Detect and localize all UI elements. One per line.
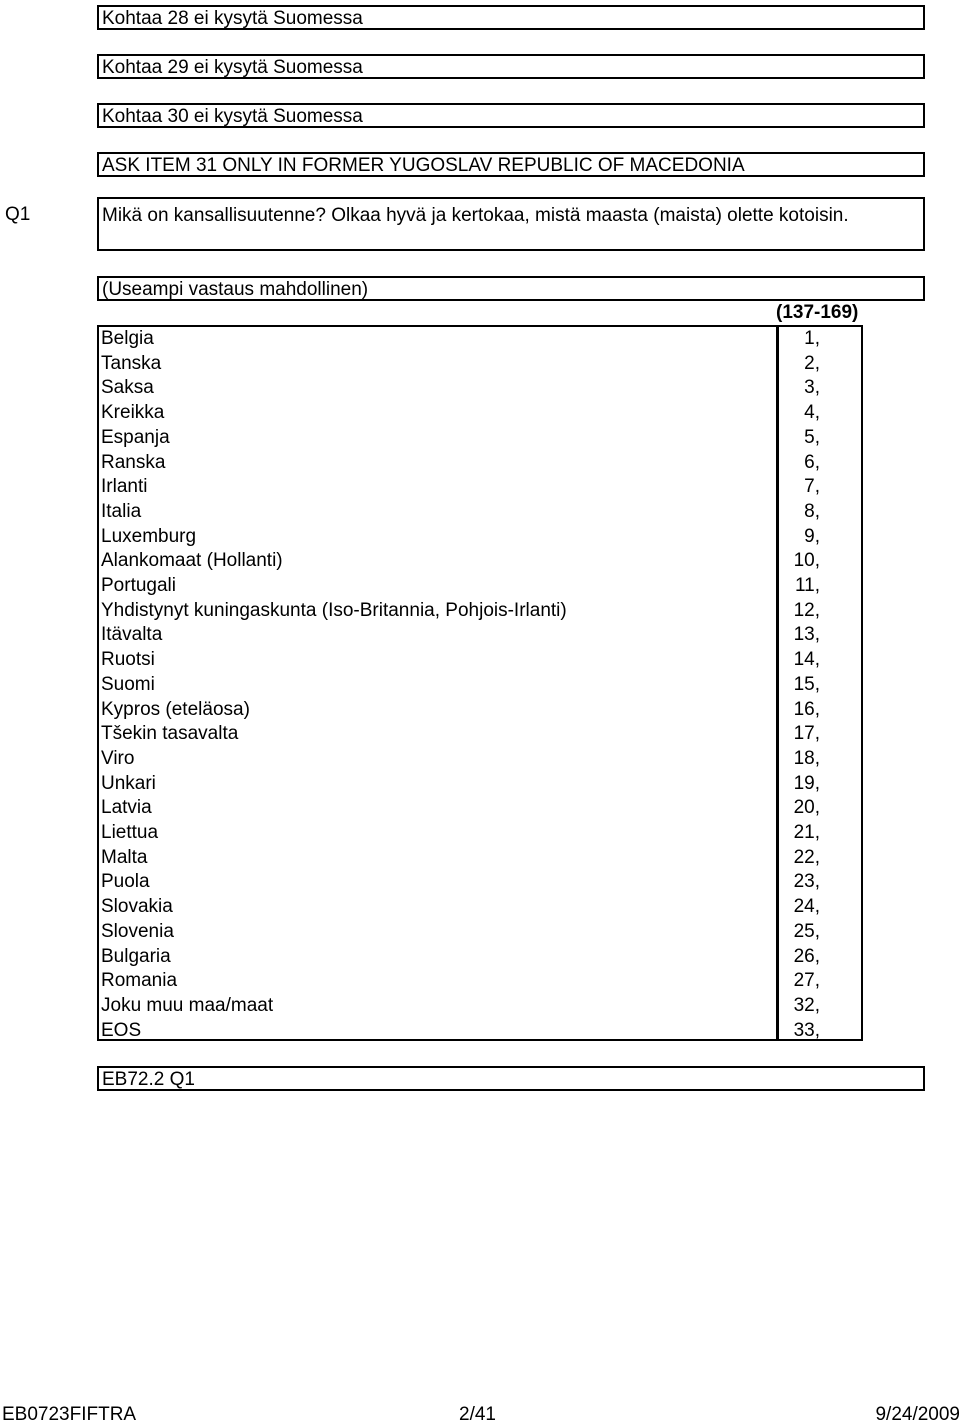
- skip-note-29: [97, 54, 925, 79]
- option-code: 20,: [793, 797, 820, 819]
- option-label: Itävalta: [101, 624, 163, 646]
- trend-reference: EB72.2 Q1: [102, 1069, 195, 1090]
- option-code: 23,: [793, 871, 820, 893]
- option-label: Viro: [101, 747, 135, 769]
- option-label: Espanja: [101, 426, 170, 448]
- option-code: 19,: [793, 772, 820, 794]
- option-label: Portugali: [101, 575, 176, 596]
- option-code: 15,: [793, 673, 820, 695]
- trend-reference-box: [97, 1066, 925, 1091]
- option-code: 27,: [793, 970, 820, 992]
- option-label: Luxemburg: [101, 525, 197, 547]
- option-code: 14,: [793, 649, 820, 671]
- filter-note-31: [97, 152, 925, 177]
- question-box: [97, 197, 925, 251]
- option-code: 9,: [804, 525, 820, 547]
- filter-note-text: ASK ITEM 31 ONLY IN FORMER YUGOSLAV REPUBLIC OF MACEDONIA: [102, 155, 745, 176]
- option-label: Bulgaria: [101, 945, 171, 967]
- instruction-text: (Useampi vastaus mahdollinen): [102, 279, 369, 300]
- option-code: 1,: [804, 328, 820, 349]
- option-code: 7,: [804, 476, 820, 498]
- option-label: Ranska: [101, 451, 166, 473]
- footer-page-number: 2/41: [459, 1404, 496, 1425]
- footer-date: 9/24/2009: [875, 1404, 960, 1425]
- skip-note-30: [97, 103, 925, 128]
- option-code: 2,: [804, 352, 820, 374]
- option-label: Puola: [101, 871, 150, 893]
- option-label: Slovakia: [101, 896, 173, 918]
- option-code: 21,: [793, 822, 820, 843]
- option-code: 17,: [793, 723, 820, 745]
- option-label: Romania: [101, 970, 178, 992]
- option-label: Latvia: [101, 797, 152, 819]
- option-code: 26,: [793, 945, 820, 967]
- footer-doc-id: EB0723FIFTRA: [2, 1404, 137, 1425]
- option-label: EOS: [101, 1019, 142, 1041]
- option-label: Belgia: [101, 328, 154, 349]
- option-code: 25,: [793, 920, 820, 942]
- option-label: Irlanti: [101, 476, 148, 498]
- option-code: 32,: [793, 994, 820, 1016]
- option-code: 8,: [804, 500, 820, 522]
- option-label: Saksa: [101, 377, 154, 399]
- option-label: Joku muu maa/maat: [101, 994, 274, 1016]
- option-label: Unkari: [101, 772, 156, 794]
- option-label: Kypros (eteläosa): [101, 698, 250, 720]
- option-label: Ruotsi: [101, 649, 155, 671]
- columns-header: (137-169): [776, 302, 859, 323]
- instruction-box: [97, 276, 925, 301]
- option-code: 11,: [794, 575, 820, 596]
- option-label: Yhdistynyt kuningaskunta (Iso-Britannia, Pohjois-Irlanti): [101, 599, 567, 621]
- option-label: Liettua: [101, 822, 159, 843]
- option-label: Alankomaat (Hollanti): [101, 550, 283, 572]
- option-label: Kreikka: [101, 402, 165, 424]
- option-code: 24,: [793, 896, 820, 918]
- option-label: Tšekin tasavalta: [101, 723, 239, 745]
- option-code: 4,: [804, 402, 820, 424]
- option-code: 6,: [804, 451, 820, 473]
- question-code: Q1: [5, 204, 31, 225]
- answer-options-list: [97, 325, 779, 1041]
- option-label: Italia: [101, 500, 142, 522]
- option-code: 33,: [793, 1019, 820, 1041]
- option-code: 16,: [793, 698, 820, 720]
- skip-note-28: [97, 5, 925, 30]
- option-code: 18,: [793, 747, 820, 769]
- option-code: 13,: [793, 624, 820, 646]
- answer-codes-list: [776, 325, 863, 1041]
- skip-note-text: Kohtaa 30 ei kysytä Suomessa: [102, 106, 363, 127]
- skip-note-text: Kohtaa 28 ei kysytä Suomessa: [102, 8, 363, 29]
- option-code: 5,: [804, 426, 820, 448]
- option-label: Malta: [101, 846, 148, 868]
- option-label: Tanska: [101, 352, 162, 374]
- option-label: Suomi: [101, 673, 155, 695]
- option-code: 12,: [793, 599, 820, 621]
- option-code: 3,: [804, 377, 820, 399]
- option-label: Slovenia: [101, 920, 174, 942]
- question-text: Mikä on kansallisuutenne? Olkaa hyvä ja kertokaa, mistä maasta (maista) olette kotoisin.: [102, 205, 849, 226]
- skip-note-text: Kohtaa 29 ei kysytä Suomessa: [102, 57, 363, 78]
- option-code: 10,: [793, 550, 820, 572]
- option-code: 22,: [793, 846, 820, 868]
